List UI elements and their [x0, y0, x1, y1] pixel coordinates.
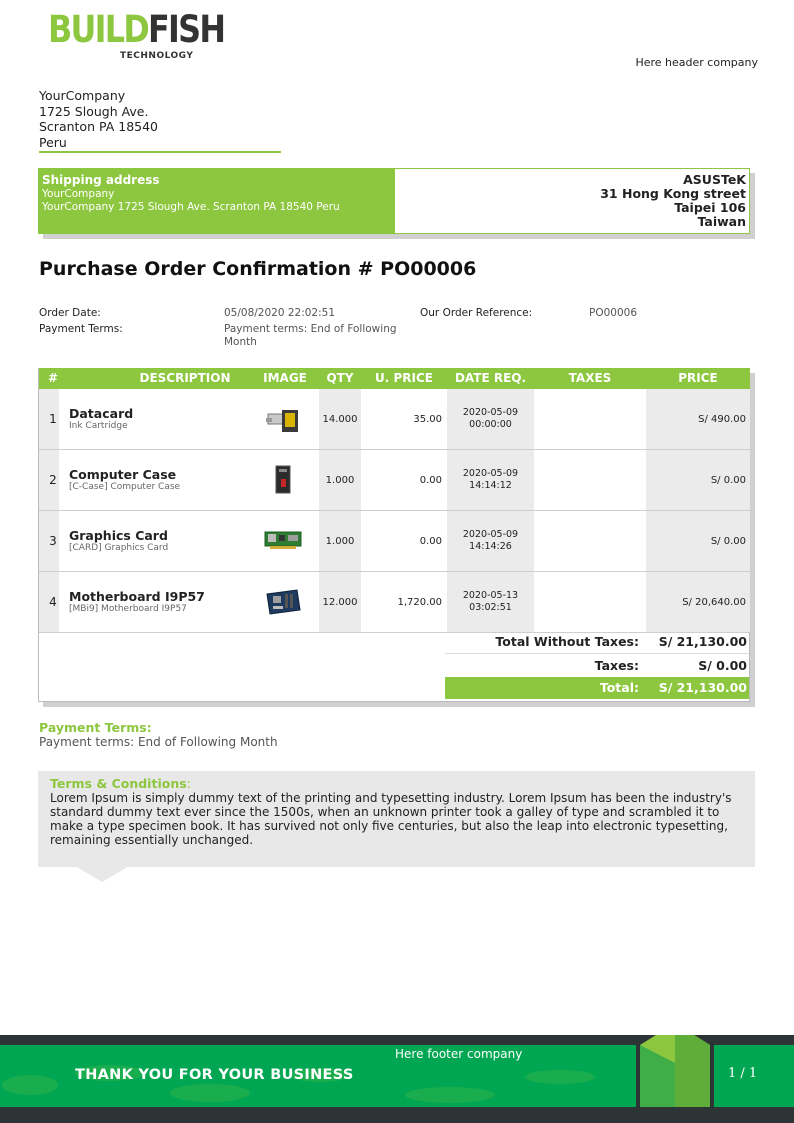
- row-qty: 1.000: [319, 511, 361, 571]
- totals-block: [445, 630, 749, 699]
- motherboard-icon: [263, 572, 303, 632]
- terms-text: Lorem Ipsum is simply dummy text of the printing and typesetting industry. Lorem Ipsum has been the industry's standard dummy text ever since the 1500s, when an unknown printer took a galley of type and scrambled it to make a type specimen book. It has survived not only five centuries, but also the leap into electronic typesetting, remaining essentially unchanged.: [50, 791, 732, 847]
- row-number: 4: [49, 595, 57, 609]
- terms-pointer: [75, 866, 129, 882]
- row-unit-price: 0.00: [419, 535, 442, 547]
- header-company: Here header company: [635, 56, 758, 69]
- total-label: Total:: [599, 680, 639, 695]
- row-unit-price: 1,720.00: [397, 596, 442, 608]
- shipping-line: YourCompany 1725 Slough Ave. Scranton PA 18540 Peru: [42, 201, 340, 213]
- vendor-name: ASUSTeK: [683, 172, 746, 187]
- address-box: [38, 168, 750, 234]
- order-ref-label: Our Order Reference:: [420, 307, 533, 319]
- page-number: 1 / 1: [728, 1066, 758, 1081]
- untaxed-label: Total Without Taxes:: [495, 634, 639, 649]
- company-logo: [48, 8, 225, 61]
- logo-word-build: BUILD: [48, 8, 149, 51]
- taxes-row: [445, 654, 749, 677]
- terms-box: [38, 771, 755, 867]
- order-date-label: Order Date:: [39, 307, 101, 319]
- product-name: Graphics Card: [69, 528, 168, 543]
- col-image: IMAGE: [263, 371, 307, 385]
- col-taxes: TAXES: [568, 371, 612, 385]
- footer-company: Here footer company: [395, 1047, 523, 1061]
- table-row: [39, 572, 750, 633]
- row-qty: 14.000: [319, 389, 361, 449]
- row-qty: 1.000: [319, 450, 361, 510]
- row-total: S/ 0.00: [646, 450, 750, 510]
- terms-colon: :: [186, 776, 191, 791]
- graphics-card-icon: [263, 511, 303, 571]
- col-description: DESCRIPTION: [139, 371, 231, 385]
- vendor-street: 31 Hong Kong street: [600, 186, 746, 201]
- payment-terms-text: Payment terms: End of Following Month: [39, 735, 278, 749]
- row-number: 2: [49, 473, 57, 487]
- row-time: 00:00:00: [469, 419, 512, 430]
- col-qty: QTY: [326, 371, 354, 385]
- table-row: [39, 450, 750, 511]
- footer-thanks: THANK YOU FOR YOUR BUSINESS: [75, 1067, 354, 1083]
- order-date-value: 05/08/2020 22:02:51: [224, 307, 336, 319]
- col-price: PRICE: [678, 371, 718, 385]
- untaxed-row: [445, 630, 749, 654]
- col-number: #: [47, 371, 59, 385]
- product-name: Computer Case: [69, 467, 177, 482]
- terms-heading: Terms & Conditions: [50, 776, 187, 791]
- computer-case-icon: [263, 450, 303, 510]
- table-row: [39, 511, 750, 572]
- taxes-label: Taxes:: [594, 658, 639, 673]
- row-time: 03:02:51: [469, 602, 512, 613]
- shipping-name: YourCompany: [42, 188, 115, 200]
- product-ref: [C-Case] Computer Case: [69, 482, 181, 492]
- vendor-city: Taipei 106: [674, 200, 746, 215]
- row-unit-price: 35.00: [413, 413, 442, 425]
- row-date: 2020-05-09: [462, 468, 519, 479]
- payment-terms-value: [224, 323, 397, 349]
- product-ref: [MBi9] Motherboard I9P57: [69, 604, 187, 614]
- logo-subtitle: TECHNOLOGY: [120, 51, 194, 61]
- product-name: Motherboard I9P57: [69, 589, 205, 604]
- row-total: S/ 0.00: [646, 511, 750, 571]
- vendor-country: Taiwan: [697, 214, 746, 229]
- order-lines-table: [38, 368, 750, 702]
- row-qty: 12.000: [319, 572, 361, 632]
- row-number: 1: [49, 412, 57, 426]
- col-date-req: DATE REQ.: [454, 371, 527, 385]
- table-header: [39, 368, 750, 389]
- company-street: 1725 Slough Ave.: [39, 103, 149, 119]
- product-ref: Ink Cartridge: [69, 421, 128, 431]
- total-value: S/ 21,130.00: [658, 680, 747, 695]
- taxes-value: S/ 0.00: [698, 658, 747, 673]
- row-total: S/ 490.00: [646, 389, 750, 449]
- company-address: [39, 88, 281, 153]
- product-name: Datacard: [69, 406, 134, 421]
- table-row: [39, 389, 750, 450]
- payment-terms-label: Payment Terms:: [39, 323, 123, 335]
- vendor-address: [600, 173, 746, 229]
- row-time: 14:14:26: [469, 541, 512, 552]
- row-number: 3: [49, 534, 57, 548]
- company-country: Peru: [39, 134, 67, 150]
- row-unit-price: 0.00: [419, 474, 442, 486]
- company-name: YourCompany: [39, 88, 126, 103]
- company-city: Scranton PA 18540: [39, 119, 159, 134]
- total-row: [445, 677, 749, 699]
- row-date: 2020-05-09: [462, 407, 519, 418]
- order-ref-value: PO00006: [589, 307, 637, 319]
- product-ref: [CARD] Graphics Card: [69, 543, 169, 553]
- row-date: 2020-05-09: [462, 529, 519, 540]
- payment-terms-heading: Payment Terms:: [39, 720, 152, 735]
- payment-terms-line-2: Month: [224, 336, 257, 348]
- payment-terms-line-1: Payment terms: End of Following: [224, 323, 397, 335]
- shipping-title: Shipping address: [42, 173, 160, 187]
- document-title: Purchase Order Confirmation # PO00006: [39, 258, 477, 280]
- page-footer: [0, 1035, 794, 1123]
- col-unit-price: U. PRICE: [375, 371, 433, 385]
- row-date: 2020-05-13: [462, 590, 519, 601]
- datacard-icon: [263, 389, 303, 449]
- untaxed-value: S/ 21,130.00: [658, 634, 747, 649]
- row-total: S/ 20,640.00: [646, 572, 750, 632]
- row-time: 14:14:12: [469, 480, 512, 491]
- logo-word-fish: FISH: [148, 8, 225, 51]
- shipping-address: [39, 169, 395, 233]
